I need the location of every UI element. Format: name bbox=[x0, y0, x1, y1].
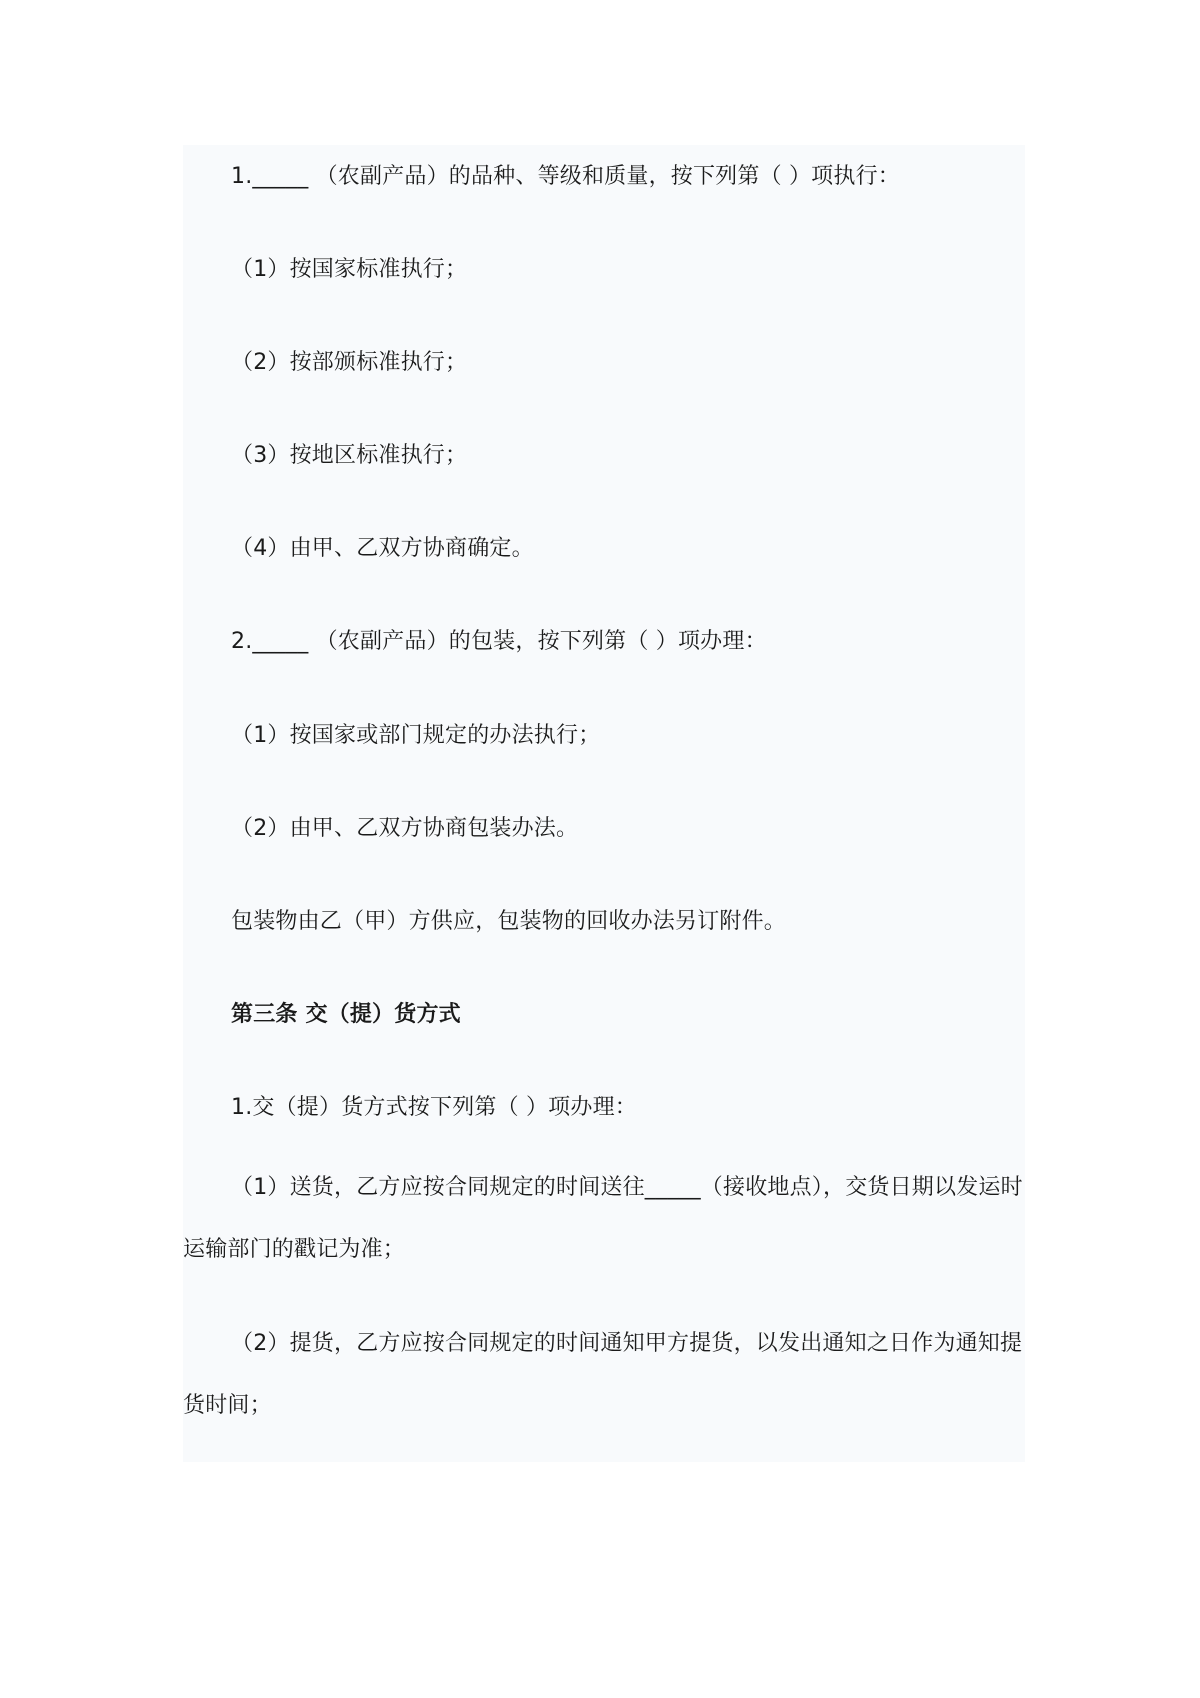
packaging-clause-heading: 2._____ （农副产品）的包装，按下列第（ ）项办理： bbox=[231, 629, 767, 654]
quality-option-4: （4）由甲、乙双方协商确定。 bbox=[231, 536, 534, 561]
delivery-method-clause: 1.交（提）货方式按下列第（ ）项办理： bbox=[231, 1095, 637, 1120]
quality-option-3: （3）按地区标准执行； bbox=[231, 443, 468, 468]
delivery-option-2: （2）提货，乙方应按合同规定的时间通知甲方提货，以发出通知之日作为通知提货时间； bbox=[183, 1331, 1023, 1418]
document-content bbox=[183, 145, 1025, 1462]
quality-option-2: （2）按部颁标准执行； bbox=[231, 350, 468, 375]
packaging-supply-note: 包装物由乙（甲）方供应，包装物的回收办法另订附件。 bbox=[231, 909, 787, 934]
article-three-heading: 第三条 交（提）货方式 bbox=[231, 1002, 461, 1027]
packaging-option-2: （2）由甲、乙双方协商包装办法。 bbox=[231, 816, 579, 841]
quality-clause-heading: 1._____ （农副产品）的品种、等级和质量，按下列第（ ）项执行： bbox=[231, 164, 900, 189]
quality-option-1: （1）按国家标准执行； bbox=[231, 257, 468, 282]
delivery-option-1: （1）送货，乙方应按合同规定的时间送往_____（接收地点），交货日期以发运时运输部门的戳记为准； bbox=[183, 1175, 1023, 1262]
packaging-option-1: （1）按国家或部门规定的办法执行； bbox=[231, 723, 601, 748]
